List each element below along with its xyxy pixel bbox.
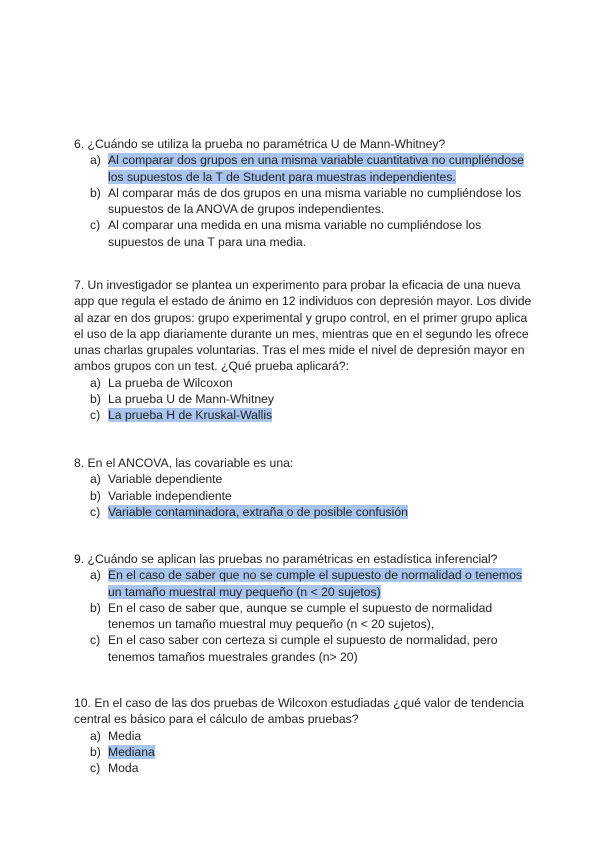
option-letter: c) [90,504,101,519]
option-text: Al comparar dos grupos en una misma variable cuantitativa no cumpliéndose los supuestos de la T de Student para muestras independientes. [108,153,524,184]
option-list [74,567,534,665]
option-a [74,728,534,744]
option-b [74,488,534,504]
option-letter: b) [90,488,101,503]
option-text: La prueba U de Mann-Whitney [108,392,274,407]
question-stem: 8. En el ANCOVA, las covariable es una: [74,456,294,470]
option-letter: a) [90,375,101,390]
option-letter: b) [90,392,101,407]
option-c [74,217,534,250]
option-letter: c) [90,761,101,776]
question-stem: 6. ¿Cuándo se utiliza la prueba no paramétrica U de Mann-Whitney? [74,137,446,151]
question-7 [74,277,534,424]
option-text: La prueba de Wilcoxon [108,375,233,390]
option-b [74,185,534,218]
option-b [74,600,534,633]
option-text: Al comparar más de dos grupos en una misma variable no cumpliéndose los supuestos de la ANOVA de grupos independientes. [108,185,522,217]
option-list [74,728,534,777]
option-list [74,375,534,424]
option-text: En el caso de saber que, aunque se cumple el supuesto de normalidad tenemos un tamaño muestral muy pequeño (n < 20 sujetos), [108,600,493,632]
option-letter: b) [90,185,101,200]
option-letter: b) [90,600,101,615]
option-letter: c) [90,218,101,233]
option-list [74,152,534,250]
option-a [74,471,534,487]
option-a [74,567,534,600]
question-10 [74,695,534,776]
option-letter: a) [90,568,101,583]
option-c [74,760,534,776]
option-text: La prueba H de Kruskal-Wallis [108,408,273,423]
option-c [74,504,534,520]
option-c [74,632,534,665]
option-letter: a) [90,472,101,487]
question-6 [74,136,534,250]
option-list [74,471,534,520]
question-stem: 9. ¿Cuándo se aplican las pruebas no paramétricas en estadística inferencial? [74,552,498,566]
option-text: En el caso saber con certeza si cumple el supuesto de normalidad, pero tenemos tamaños muestrales grandes (n> 20) [108,633,498,664]
option-text: Media [108,728,142,743]
option-text: Mediana [108,744,155,759]
option-letter: a) [90,153,101,168]
option-letter: c) [90,408,101,423]
question-9 [74,551,534,665]
option-letter: a) [90,728,101,743]
option-b [74,391,534,407]
option-a [74,375,534,391]
option-b [74,744,534,760]
question-stem: 7. Un investigador se plantea un experimento para probar la eficacia de una nueva app que regula el estado de ánimo en 12 individuos con depresión mayor. Los divide al azar en dos grupos: grupo experimental y grupo control, en el primer grupo aplica el uso de la app diariamente durante un mes, mientras que en el segundo les ofrece unas charlas grupales voluntarias. Tras el mes mide el nivel de depresión mayor en ambos grupos con un test. ¿Qué prueba aplicará?: [74,278,532,374]
option-text: En el caso de saber que no se cumple el supuesto de normalidad o tenemos un tamaño muestral muy pequeño (n < 20 sujetos) [108,568,522,599]
option-text: Moda [108,761,139,776]
option-letter: b) [90,744,101,759]
question-8 [74,455,534,520]
option-text: Variable independiente [108,488,232,503]
option-text: Al comparar una medida en una misma variable no cumpliéndose los supuestos de una T para una media. [108,218,482,249]
question-stem: 10. En el caso de las dos pruebas de Wilcoxon estudiadas ¿qué valor de tendencia central es básico para el cálculo de ambas pruebas? [74,696,524,727]
option-a [74,152,534,185]
option-letter: c) [90,633,101,648]
option-text: Variable dependiente [108,472,223,487]
option-c [74,407,534,423]
option-text: Variable contaminadora, extraña o de posible confusión [108,504,408,519]
